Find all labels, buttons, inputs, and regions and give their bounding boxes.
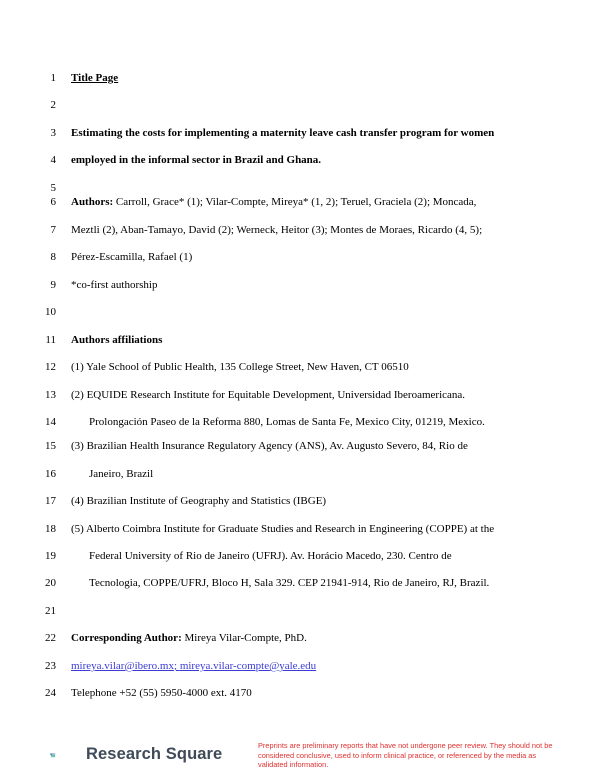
paper-title-line-1: Estimating the costs for implementing a maternity leave cash transfer program for women	[71, 127, 495, 139]
line-number: 17	[45, 495, 56, 507]
line-number: 16	[45, 468, 56, 480]
line-number: 18	[45, 523, 56, 535]
affiliation-3-line-2: Janeiro, Brazil	[89, 468, 154, 480]
affiliations-heading: Authors affiliations	[71, 334, 163, 346]
line-number: 22	[45, 632, 56, 644]
line-number: 20	[45, 577, 56, 589]
line-number: 21	[45, 605, 56, 617]
line-number: 12	[45, 361, 56, 373]
authors-label: Authors:	[71, 196, 114, 208]
title-page-heading: Title Page	[71, 72, 119, 84]
line-number: 14	[45, 416, 56, 428]
telephone: Telephone +52 (55) 5950-4000 ext. 4170	[71, 687, 252, 699]
corresponding-name: Mireya Vilar-Compte, PhD.	[181, 632, 307, 644]
affiliation-5-line-1: (5) Alberto Coimbra Institute for Graduate Studies and Research in Engineering (COPPE) at the	[71, 523, 495, 535]
preprint-disclaimer: Preprints are preliminary reports that have not undergone peer review. They should not be considered conclusive, used to inform clinical practice, or referenced by the media as validated information.	[258, 741, 553, 769]
authors-text-1: Carroll, Grace* (1); Vilar-Compte, Mireya* (1, 2); Teruel, Graciela (2); Moncada,	[113, 196, 477, 208]
line-number: 5	[50, 182, 56, 194]
paper-title-line-2: employed in the informal sector in Brazil and Ghana.	[71, 154, 322, 166]
line-number: 6	[50, 196, 56, 208]
authors-line-3: Pérez-Escamilla, Rafael (1)	[71, 251, 193, 263]
corresponding-label: Corresponding Author:	[71, 632, 182, 644]
line-number: 3	[50, 127, 56, 139]
line-number: 15	[45, 440, 56, 452]
line-number: 19	[45, 550, 56, 562]
email-link-yale[interactable]: mireya.vilar-compte@yale.edu	[179, 660, 317, 672]
line-number: 1	[50, 72, 56, 84]
line-number: 4	[50, 154, 56, 166]
authors-line-2: Meztli (2), Aban-Tamayo, David (2); Werneck, Heitor (3); Montes de Moraes, Ricardo (4, 5);	[71, 224, 483, 236]
affiliation-2-line-2: Prolongación Paseo de la Reforma 880, Lomas de Santa Fe, Mexico City, 01219, Mexico.	[89, 416, 485, 428]
research-square-logo-icon	[50, 742, 84, 768]
email-line	[71, 659, 316, 673]
email-separator: ;	[174, 660, 180, 672]
affiliation-2-line-1: (2) EQUIDE Research Institute for Equitable Development, Universidad Iberoamericana.	[71, 389, 466, 401]
affiliation-4: (4) Brazilian Institute of Geography and Statistics (IBGE)	[71, 495, 327, 507]
line-number: 8	[50, 251, 56, 263]
corresponding-author	[71, 631, 307, 645]
affiliation-5-line-3: Tecnologia, COPPE/UFRJ, Bloco H, Sala 329. CEP 21941-914, Rio de Janeiro, RJ, Brazil.	[89, 577, 490, 589]
line-number: 10	[45, 306, 56, 318]
line-number: 11	[45, 334, 56, 346]
line-number: 24	[45, 687, 56, 699]
affiliation-3-line-1: (3) Brazilian Health Insurance Regulatory Agency (ANS), Av. Augusto Severo, 84, Rio de	[71, 440, 468, 452]
line-number: 7	[50, 224, 56, 236]
line-number: 2	[50, 99, 56, 111]
co-first-note: *co-first authorship	[71, 279, 158, 291]
affiliation-5-line-2: Federal University of Rio de Janeiro (UFRJ). Av. Horácio Macedo, 230. Centro de	[89, 550, 452, 562]
line-number: 23	[45, 660, 56, 672]
authors-line-1	[71, 195, 476, 209]
email-link-ibero[interactable]: mireya.vilar@ibero.mx	[71, 660, 174, 672]
research-square-brand[interactable]: Research Square	[86, 745, 223, 763]
line-number: 13	[45, 389, 56, 401]
line-number: 9	[50, 279, 56, 291]
affiliation-1: (1) Yale School of Public Health, 135 College Street, New Haven, CT 06510	[71, 361, 409, 373]
